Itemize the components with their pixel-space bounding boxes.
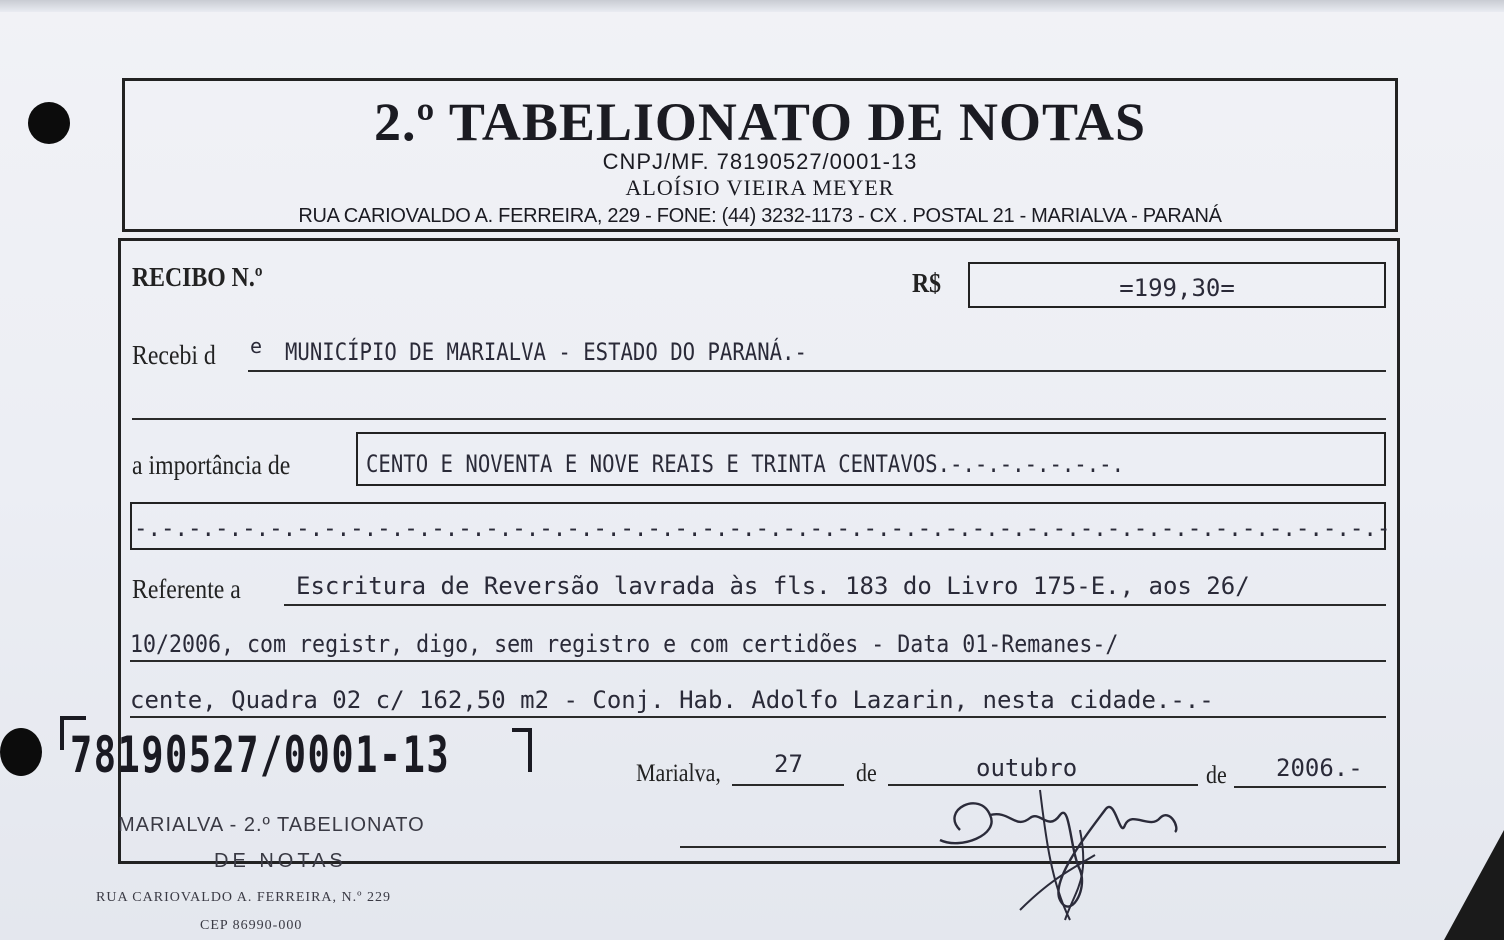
received-from-label: Recebi d	[132, 340, 216, 370]
amount-words-value: CENTO E NOVENTA E NOVE REAIS E TRINTA CENTAVOS.-.-.-.-.-.-.-.	[366, 450, 1125, 478]
scan-top-shadow	[0, 0, 1504, 12]
stamp-line-4: CEP 86990-000	[200, 918, 303, 933]
office-cnpj: CNPJ/MF. 78190527/0001-13	[602, 149, 918, 174]
amount-words-label: a importância de	[132, 450, 291, 480]
receipt-number-label: RECIBO N.º	[132, 262, 263, 292]
date-year: 2006.-	[1276, 754, 1363, 782]
folded-corner	[1444, 830, 1504, 940]
de-label-1: de	[856, 760, 877, 787]
reference-line-3: cente, Quadra 02 c/ 162,50 m2 - Conj. Hab. Adolfo Lazarin, nesta cidade.-.-	[130, 686, 1214, 714]
stamp-line-1: MARIALVA - 2.º TABELIONATO	[118, 814, 425, 836]
amount-field	[968, 262, 1386, 308]
reference-line-1: Escritura de Reversão lavrada às fls. 183 do Livro 175-E., aos 26/	[296, 572, 1250, 600]
date-month: outubro	[976, 754, 1078, 782]
punch-hole-bottom	[0, 728, 42, 776]
reference-underline-1	[284, 604, 1386, 606]
reference-underline-3	[130, 716, 1386, 718]
currency-label: R$	[912, 268, 942, 298]
year-underline	[1234, 786, 1386, 788]
stamp-line-2: DE NOTAS	[214, 850, 347, 872]
day-underline	[732, 784, 844, 786]
amount-value: =199,30=	[1119, 274, 1235, 302]
notary-header	[122, 78, 1398, 232]
payer-second-line	[132, 418, 1386, 420]
office-owner: ALOÍSIO VIEIRA MEYER	[625, 175, 895, 200]
payer-name: MUNICÍPIO DE MARIALVA - ESTADO DO PARANÁ.-	[285, 338, 807, 366]
punch-hole-top	[28, 102, 70, 144]
handwritten-signature	[920, 770, 1200, 930]
de-label-2: de	[1206, 762, 1227, 789]
reference-underline-2	[130, 660, 1386, 662]
office-address: RUA CARIOVALDO A. FERREIRA, 229 - FONE: (44) 3232-1173 - CX . POSTAL 21 - MARIALVA - PARANÁ	[298, 205, 1222, 227]
received-from-suffix: e	[250, 334, 263, 358]
payer-underline	[248, 370, 1386, 372]
stamp-cnpj-number: 78190527/0001-13	[70, 726, 451, 784]
office-title: 2.º TABELIONATO DE NOTAS	[373, 92, 1146, 152]
amount-words-filler: -.-.-.-.-.-.-.-.-.-.-.-.-.-.-.-.-.-.-.-.-.-.-.-.-.-.-.-.-.-.-.-.-.-.-.-.-.-.-.-.-.-.-.-.-.-.-	[134, 514, 1391, 542]
place-label: Marialva,	[636, 760, 721, 787]
date-day: 27	[774, 750, 803, 778]
reference-line-2: 10/2006, com registr, digo, sem registro e com certidões - Data 01-Remanes-/	[130, 630, 1119, 658]
stamp-bracket-right	[512, 728, 532, 772]
reference-label: Referente a	[132, 574, 241, 604]
stamp-line-3: RUA CARIOVALDO A. FERREIRA, N.º 229	[96, 890, 391, 905]
